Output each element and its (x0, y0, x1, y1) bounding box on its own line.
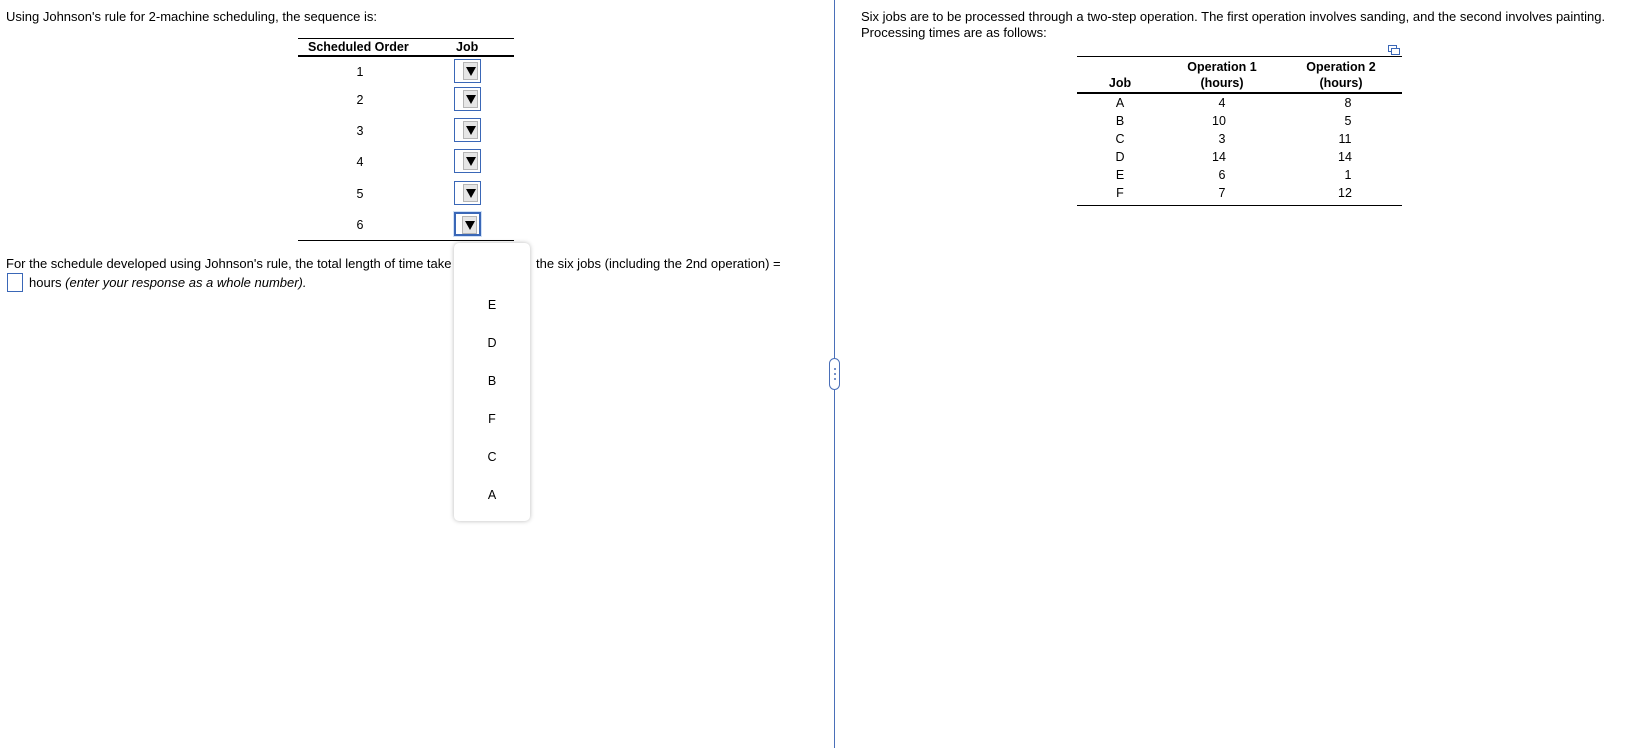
dropdown-option[interactable]: D (487, 336, 497, 350)
problem-intro-line2: Processing times are as follows: (861, 25, 1047, 40)
operation1-header (1172, 59, 1272, 91)
order-number: 2 (356, 93, 364, 107)
job-cell: A (1115, 96, 1125, 110)
job-select-3[interactable] (454, 118, 481, 142)
job-cell: E (1115, 168, 1125, 182)
job-select-4[interactable] (454, 149, 481, 173)
dropdown-option[interactable]: A (487, 488, 497, 502)
copy-icon[interactable] (1388, 43, 1400, 53)
dropdown-option[interactable]: E (487, 298, 497, 312)
total-time-question-part1: For the schedule developed using Johnson's rule, the total length of time take (6, 256, 452, 271)
order-number: 1 (356, 65, 364, 79)
dropdown-arrow-icon (463, 121, 478, 139)
job-header: Job (456, 40, 479, 54)
job-cell: C (1115, 132, 1125, 146)
op1-cell: 3 (1218, 132, 1226, 146)
job-select-2[interactable] (454, 87, 481, 111)
op2-cell: 12 (1338, 186, 1352, 200)
job-cell: B (1115, 114, 1125, 128)
sequence-prompt: Using Johnson's rule for 2-machine scheduling, the sequence is: (6, 9, 378, 24)
operation1-header-line1: Operation 1 (1187, 60, 1257, 74)
op2-cell: 5 (1344, 114, 1352, 128)
operation2-header (1291, 59, 1391, 91)
operation2-header-line1: Operation 2 (1306, 60, 1376, 74)
job-select-6[interactable] (454, 212, 481, 236)
order-number: 5 (356, 187, 364, 201)
op2-cell: 1 (1344, 168, 1352, 182)
resize-handle-icon[interactable] (829, 358, 840, 390)
op2-cell: 14 (1338, 150, 1352, 164)
operation2-header-line2: (hours) (1319, 76, 1363, 90)
processing-table-header-rule (1077, 92, 1402, 94)
dropdown-arrow-icon (462, 216, 477, 234)
op1-cell: 14 (1212, 150, 1226, 164)
answer-hint: (enter your response as a whole number). (65, 275, 307, 290)
dropdown-arrow-icon (463, 90, 478, 108)
op1-cell: 4 (1218, 96, 1226, 110)
op2-cell: 8 (1344, 96, 1352, 110)
op1-cell: 6 (1218, 168, 1226, 182)
processing-table-top-rule (1077, 56, 1402, 57)
op1-cell: 10 (1212, 114, 1226, 128)
hours-unit-label: hours (29, 275, 62, 290)
processing-table-bottom-rule (1077, 205, 1402, 206)
op1-cell: 7 (1218, 186, 1226, 200)
job-select-1[interactable] (454, 59, 481, 83)
job-cell: F (1116, 186, 1124, 200)
schedule-table-bottom-rule (298, 240, 514, 241)
dropdown-arrow-icon (463, 184, 478, 202)
order-number: 6 (356, 218, 364, 232)
problem-intro: Six jobs are to be processed through a two-step operation. The first operation involves sanding, and the second involves painting. (861, 9, 1606, 24)
dropdown-option[interactable]: B (487, 374, 497, 388)
job-column-header: Job (1108, 76, 1132, 90)
answer-line (29, 275, 307, 290)
scheduled-order-header: Scheduled Order (308, 40, 409, 54)
dropdown-arrow-icon (463, 152, 478, 170)
order-number: 3 (356, 124, 364, 138)
op2-cell: 11 (1338, 132, 1352, 146)
dropdown-option[interactable]: C (487, 450, 497, 464)
job-dropdown-menu (454, 243, 530, 521)
operation1-header-line2: (hours) (1200, 76, 1244, 90)
total-time-input[interactable] (7, 273, 23, 292)
job-select-5[interactable] (454, 181, 481, 205)
total-time-question-part2: the six jobs (including the 2nd operation) = (536, 256, 781, 271)
order-number: 4 (356, 155, 364, 169)
schedule-table-top-rule (298, 38, 514, 39)
schedule-table-header-rule (298, 55, 514, 57)
dropdown-option[interactable]: F (488, 412, 496, 426)
job-cell: D (1115, 150, 1125, 164)
dropdown-arrow-icon (463, 62, 478, 80)
